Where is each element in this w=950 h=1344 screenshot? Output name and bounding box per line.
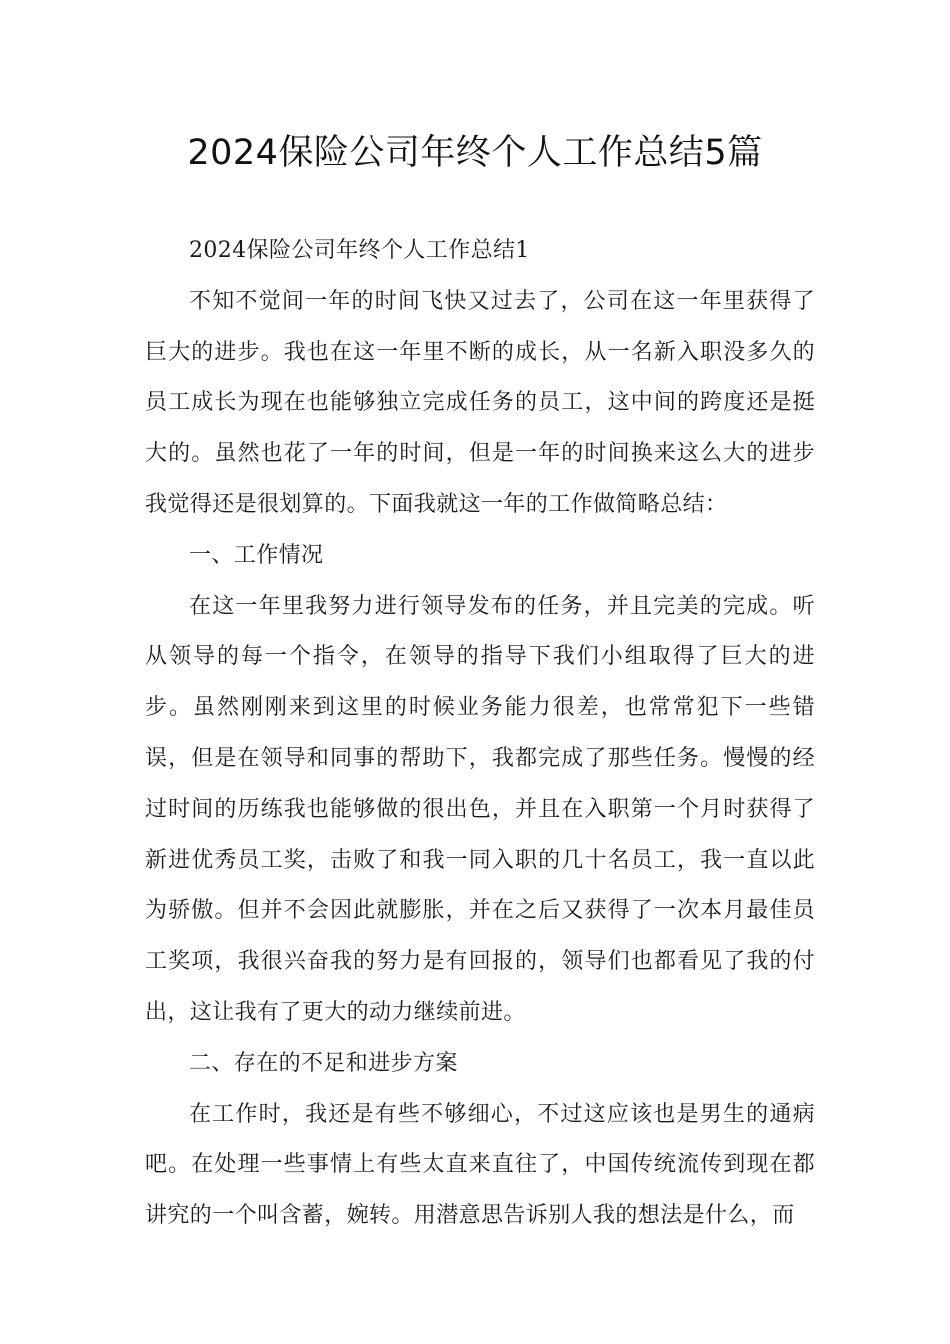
document-body (145, 226, 815, 1242)
section-heading: 二、存在的不足和进步方案 (189, 1050, 458, 1076)
body-paragraph: 在这一年里我努力进行领导发布的任务，并且完美的完成。听从领导的每一个指令，在领导的指导下我们小组取得了巨大的进步。虽然刚刚来到这里的时候业务能力很差，也常常犯下一些错误，但是在领导和同事的帮助下，我都完成了那些任务。慢慢的经过时间的历练我也能够做的很出色，并且在入职第一个月时获得了新进优秀员工奖，击败了和我一同入职的几十名员工，我一直以此为骄傲。但并不会因此就膨胀，并在之后又获得了一次本月最佳员工奖项，我很兴奋我的努力是有回报的，领导们也都看见了我的付出，这让我有了更大的动力继续前进。 (145, 593, 815, 1025)
body-paragraph: 不知不觉间一年的时间飞快又过去了，公司在这一年里获得了巨大的进步。我也在这一年里不断的成长，从一名新入职没多久的员工成长为现在也能够独立完成任务的员工，这中间的跨度还是挺大的。虽然也花了一年的时间，但是一年的时间换来这么大的进步我觉得还是很划算的。下面我就这一年的工作做简略总结： (145, 288, 815, 517)
document-title: 2024保险公司年终个人工作总结5篇 (187, 133, 763, 173)
section-heading: 2024保险公司年终个人工作总结1 (189, 238, 530, 263)
body-paragraph: 在工作时，我还是有些不够细心，不过这应该也是男生的通病吧。在处理一些事情上有些太直来直往了，中国传统流传到现在都讲究的一个叫含蓄，婉转。用潜意思告诉别人我的想法是什么，而 (145, 1101, 815, 1229)
section-heading: 一、工作情况 (189, 542, 324, 568)
